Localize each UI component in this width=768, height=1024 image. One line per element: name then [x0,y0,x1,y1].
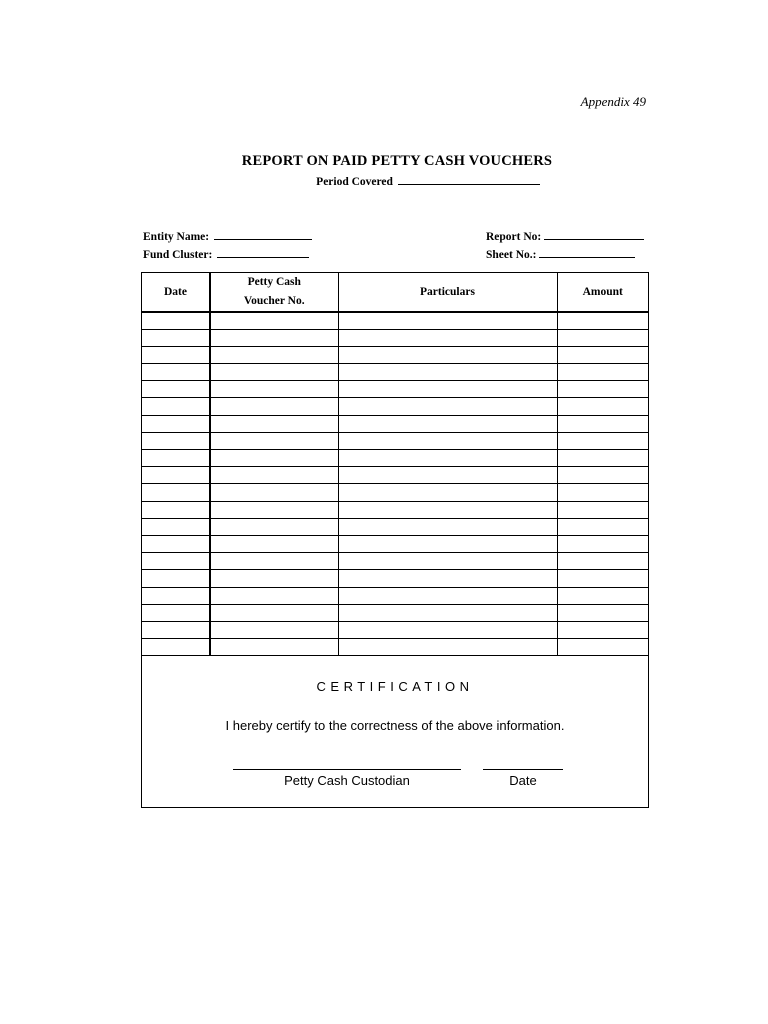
date-cell[interactable] [142,432,210,449]
period-covered-field[interactable] [398,174,540,185]
particulars-cell[interactable] [338,450,557,467]
particulars-cell[interactable] [338,415,557,432]
table-row [142,329,648,346]
particulars-cell[interactable] [338,329,557,346]
particulars-cell[interactable] [338,381,557,398]
sheet-no [486,247,635,261]
amount-cell[interactable] [557,364,648,381]
voucher-no-cell[interactable] [210,570,338,587]
header-particulars: Particulars [338,273,557,312]
particulars-cell[interactable] [338,570,557,587]
sheet-no-field[interactable] [539,247,635,258]
particulars-cell[interactable] [338,535,557,552]
period-covered-label: Period Covered [316,176,393,188]
voucher-no-cell[interactable] [210,467,338,484]
particulars-cell[interactable] [338,432,557,449]
date-signature-line[interactable] [483,769,563,770]
date-cell[interactable] [142,329,210,346]
amount-cell[interactable] [557,432,648,449]
date-cell[interactable] [142,346,210,363]
voucher-no-cell[interactable] [210,346,338,363]
table-row [142,553,648,570]
sheet-no-label: Sheet No.: [486,249,537,261]
voucher-form [141,272,649,808]
date-cell[interactable] [142,518,210,535]
voucher-no-cell[interactable] [210,398,338,415]
table-row [142,415,648,432]
voucher-no-cell[interactable] [210,553,338,570]
voucher-no-cell[interactable] [210,535,338,552]
amount-cell[interactable] [557,484,648,501]
amount-cell[interactable] [557,312,648,329]
entity-name-field[interactable] [214,229,312,240]
period-covered [0,174,768,188]
particulars-cell[interactable] [338,621,557,638]
date-label: Date [509,773,537,788]
voucher-table [142,273,648,656]
amount-cell[interactable] [557,329,648,346]
fund-cluster [143,247,309,261]
date-cell[interactable] [142,364,210,381]
amount-cell[interactable] [557,639,648,656]
amount-cell[interactable] [557,398,648,415]
table-row [142,639,648,656]
header-date: Date [142,273,210,312]
report-no [486,229,644,243]
report-no-field[interactable] [544,229,644,240]
voucher-no-cell[interactable] [210,450,338,467]
fund-cluster-field[interactable] [217,247,309,258]
amount-cell[interactable] [557,501,648,518]
voucher-no-cell[interactable] [210,484,338,501]
entity-name [143,229,312,243]
date-cell[interactable] [142,381,210,398]
table-row [142,381,648,398]
date-cell[interactable] [142,621,210,638]
amount-cell[interactable] [557,346,648,363]
header-voucher-no [210,273,338,312]
table-row [142,484,648,501]
date-cell[interactable] [142,501,210,518]
header-voucher-line1: Petty Cash [247,276,301,288]
table-row [142,398,648,415]
table-row [142,535,648,552]
table-row [142,432,648,449]
voucher-no-cell[interactable] [210,312,338,329]
voucher-no-cell[interactable] [210,329,338,346]
table-row [142,346,648,363]
date-cell[interactable] [142,398,210,415]
voucher-no-cell[interactable] [210,621,338,638]
custodian-label: Petty Cash Custodian [284,773,410,788]
header-amount: Amount [557,273,648,312]
certification-section [142,676,648,807]
date-cell[interactable] [142,467,210,484]
particulars-cell[interactable] [338,364,557,381]
date-cell[interactable] [142,604,210,621]
date-cell[interactable] [142,450,210,467]
amount-cell[interactable] [557,570,648,587]
voucher-no-cell[interactable] [210,639,338,656]
table-row [142,518,648,535]
date-cell[interactable] [142,484,210,501]
header-voucher-line2: Voucher No. [243,295,305,307]
amount-cell[interactable] [557,587,648,604]
particulars-cell[interactable] [338,484,557,501]
voucher-no-cell[interactable] [210,432,338,449]
particulars-cell[interactable] [338,312,557,329]
particulars-cell[interactable] [338,467,557,484]
table-row [142,604,648,621]
amount-cell[interactable] [557,604,648,621]
custodian-signature-line[interactable] [233,769,461,770]
particulars-cell[interactable] [338,587,557,604]
voucher-no-cell[interactable] [210,518,338,535]
amount-cell[interactable] [557,467,648,484]
appendix-label: Appendix 49 [580,94,646,109]
particulars-cell[interactable] [338,501,557,518]
amount-cell[interactable] [557,450,648,467]
voucher-no-cell[interactable] [210,501,338,518]
amount-cell[interactable] [557,518,648,535]
amount-cell[interactable] [557,535,648,552]
amount-cell[interactable] [557,415,648,432]
fund-cluster-label: Fund Cluster: [143,249,213,261]
amount-cell[interactable] [557,381,648,398]
date-cell[interactable] [142,535,210,552]
voucher-no-cell[interactable] [210,587,338,604]
date-cell[interactable] [142,587,210,604]
table-header-row [142,273,648,312]
table-row [142,587,648,604]
table-row [142,621,648,638]
voucher-no-cell[interactable] [210,381,338,398]
certification-title: CERTIFICATION [316,679,474,694]
voucher-no-cell[interactable] [210,604,338,621]
date-cell[interactable] [142,312,210,329]
report-no-label: Report No: [486,231,542,243]
date-cell[interactable] [142,415,210,432]
entity-name-label: Entity Name: [143,231,210,243]
table-row [142,312,648,329]
table-row [142,364,648,381]
table-row [142,467,648,484]
particulars-cell[interactable] [338,346,557,363]
certification-text: I hereby certify to the correctness of the above information. [225,718,565,733]
particulars-cell[interactable] [338,398,557,415]
table-row [142,501,648,518]
voucher-no-cell[interactable] [210,364,338,381]
date-cell[interactable] [142,553,210,570]
amount-cell[interactable] [557,621,648,638]
particulars-cell[interactable] [338,639,557,656]
amount-cell[interactable] [557,553,648,570]
particulars-cell[interactable] [338,604,557,621]
date-cell[interactable] [142,570,210,587]
date-cell[interactable] [142,639,210,656]
particulars-cell[interactable] [338,553,557,570]
table-row [142,450,648,467]
voucher-no-cell[interactable] [210,415,338,432]
particulars-cell[interactable] [338,518,557,535]
table-row [142,570,648,587]
report-title: REPORT ON PAID PETTY CASH VOUCHERS [241,153,553,169]
